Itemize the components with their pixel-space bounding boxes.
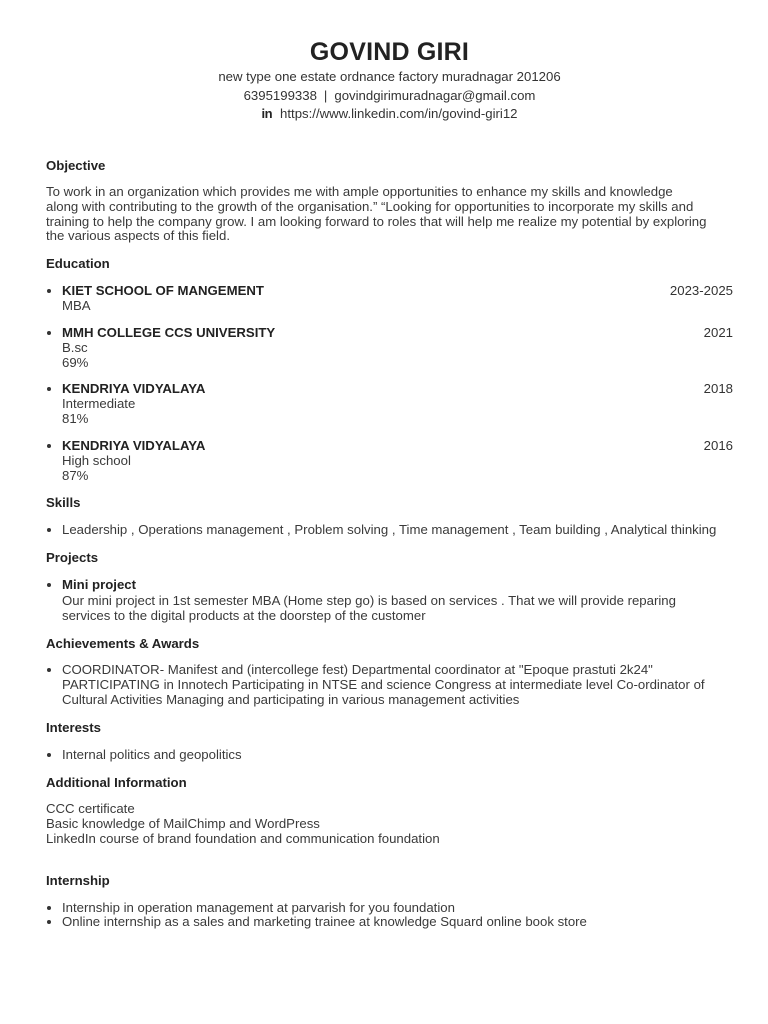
objective-text bbox=[46, 185, 736, 244]
linkedin-icon: in bbox=[261, 106, 273, 121]
education-detail: 81% bbox=[62, 411, 89, 426]
objective-line: the various aspects of this field. bbox=[46, 228, 230, 244]
institution: KENDRIYA VIDYALAYA bbox=[62, 438, 206, 453]
project-title: Mini project bbox=[62, 577, 136, 592]
contact-row bbox=[46, 88, 733, 103]
section-heading-achievements: Achievements & Awards bbox=[46, 636, 200, 651]
education-detail: 69% bbox=[62, 355, 89, 370]
section-heading-projects: Projects bbox=[46, 550, 99, 565]
institution: KIET SCHOOL OF MANGEMENT bbox=[62, 283, 264, 298]
linkedin-link[interactable]: https://www.linkedin.com/in/govind-giri12 bbox=[280, 106, 518, 121]
skills-text: Leadership , Operations management , Problem solving , Time management , Team building , Analytical thinking bbox=[62, 522, 717, 537]
additional-line: Basic knowledge of MailChimp and WordPress bbox=[46, 815, 320, 831]
internship-text: Internship in operation management at parvarish for you foundation bbox=[62, 900, 455, 915]
contact-separator: | bbox=[323, 88, 328, 103]
year: 2023-2025 bbox=[669, 283, 733, 298]
linkedin-row bbox=[46, 106, 733, 121]
education-detail: 87% bbox=[62, 468, 89, 483]
project-line: services to the digital products at the doorstep of the customer bbox=[62, 608, 426, 623]
bullet bbox=[47, 444, 51, 448]
bullet bbox=[47, 753, 51, 757]
section-heading-interests: Interests bbox=[46, 720, 101, 735]
internship-text: Online internship as a sales and marketing trainee at knowledge Squard online book store bbox=[62, 914, 587, 929]
institution: MMH COLLEGE CCS UNIVERSITY bbox=[62, 325, 276, 340]
achievement-line: COORDINATOR- Manifest and (intercollege fest) Departmental coordinator at "Epoque prastuti 2k24" bbox=[62, 662, 653, 677]
interest-text: Internal politics and geopolitics bbox=[62, 747, 242, 762]
objective-line: To work in an organization which provides me with ample opportunities to enhance my skills and knowledge bbox=[46, 184, 673, 199]
section-heading-objective: Objective bbox=[46, 158, 106, 173]
bullet bbox=[47, 387, 51, 391]
year: 2021 bbox=[703, 325, 733, 340]
section-heading-additional: Additional Information bbox=[46, 775, 187, 790]
bullet bbox=[47, 668, 51, 672]
additional-line: LinkedIn course of brand foundation and communication foundation bbox=[46, 830, 440, 846]
education-detail: B.sc bbox=[62, 340, 88, 355]
project-line: Our mini project in 1st semester MBA (Home step go) is based on services . That we will provide reparing bbox=[62, 593, 676, 608]
bullet bbox=[47, 528, 51, 532]
bullet bbox=[47, 906, 51, 910]
year: 2016 bbox=[703, 438, 733, 453]
bullet bbox=[47, 289, 51, 293]
bullet bbox=[47, 920, 51, 924]
phone: 6395199338 bbox=[243, 88, 317, 103]
achievement-line: PARTICIPATING in Innotech Participating in NTSE and science Congress at intermediate level Co-ordinator of bbox=[62, 677, 705, 692]
objective-line: training to help the company grow. I am looking forward to roles that will help me realize my potential by exploring bbox=[46, 213, 707, 229]
additional-text bbox=[46, 802, 736, 846]
bullet bbox=[47, 331, 51, 335]
bullet bbox=[47, 583, 51, 587]
education-detail: Intermediate bbox=[62, 396, 136, 411]
section-heading-education: Education bbox=[46, 256, 110, 271]
objective-line: along with contributing to the growth of the organisation.” “Looking for opportunities to incorporate my skills and bbox=[46, 198, 694, 214]
education-detail: MBA bbox=[62, 298, 91, 313]
additional-line: CCC certificate bbox=[46, 801, 135, 816]
section-heading-skills: Skills bbox=[46, 495, 81, 510]
year: 2018 bbox=[703, 381, 733, 396]
section-heading-internship: Internship bbox=[46, 873, 110, 888]
education-detail: High school bbox=[62, 453, 131, 468]
institution: KENDRIYA VIDYALAYA bbox=[62, 381, 206, 396]
address: new type one estate ordnance factory muradnagar 201206 bbox=[218, 69, 561, 84]
achievement-line: Cultural Activities Managing and participating in various management activities bbox=[62, 692, 520, 707]
email-link[interactable]: govindgirimuradnagar@gmail.com bbox=[334, 88, 536, 103]
candidate-name: GOVIND GIRI bbox=[309, 38, 470, 66]
